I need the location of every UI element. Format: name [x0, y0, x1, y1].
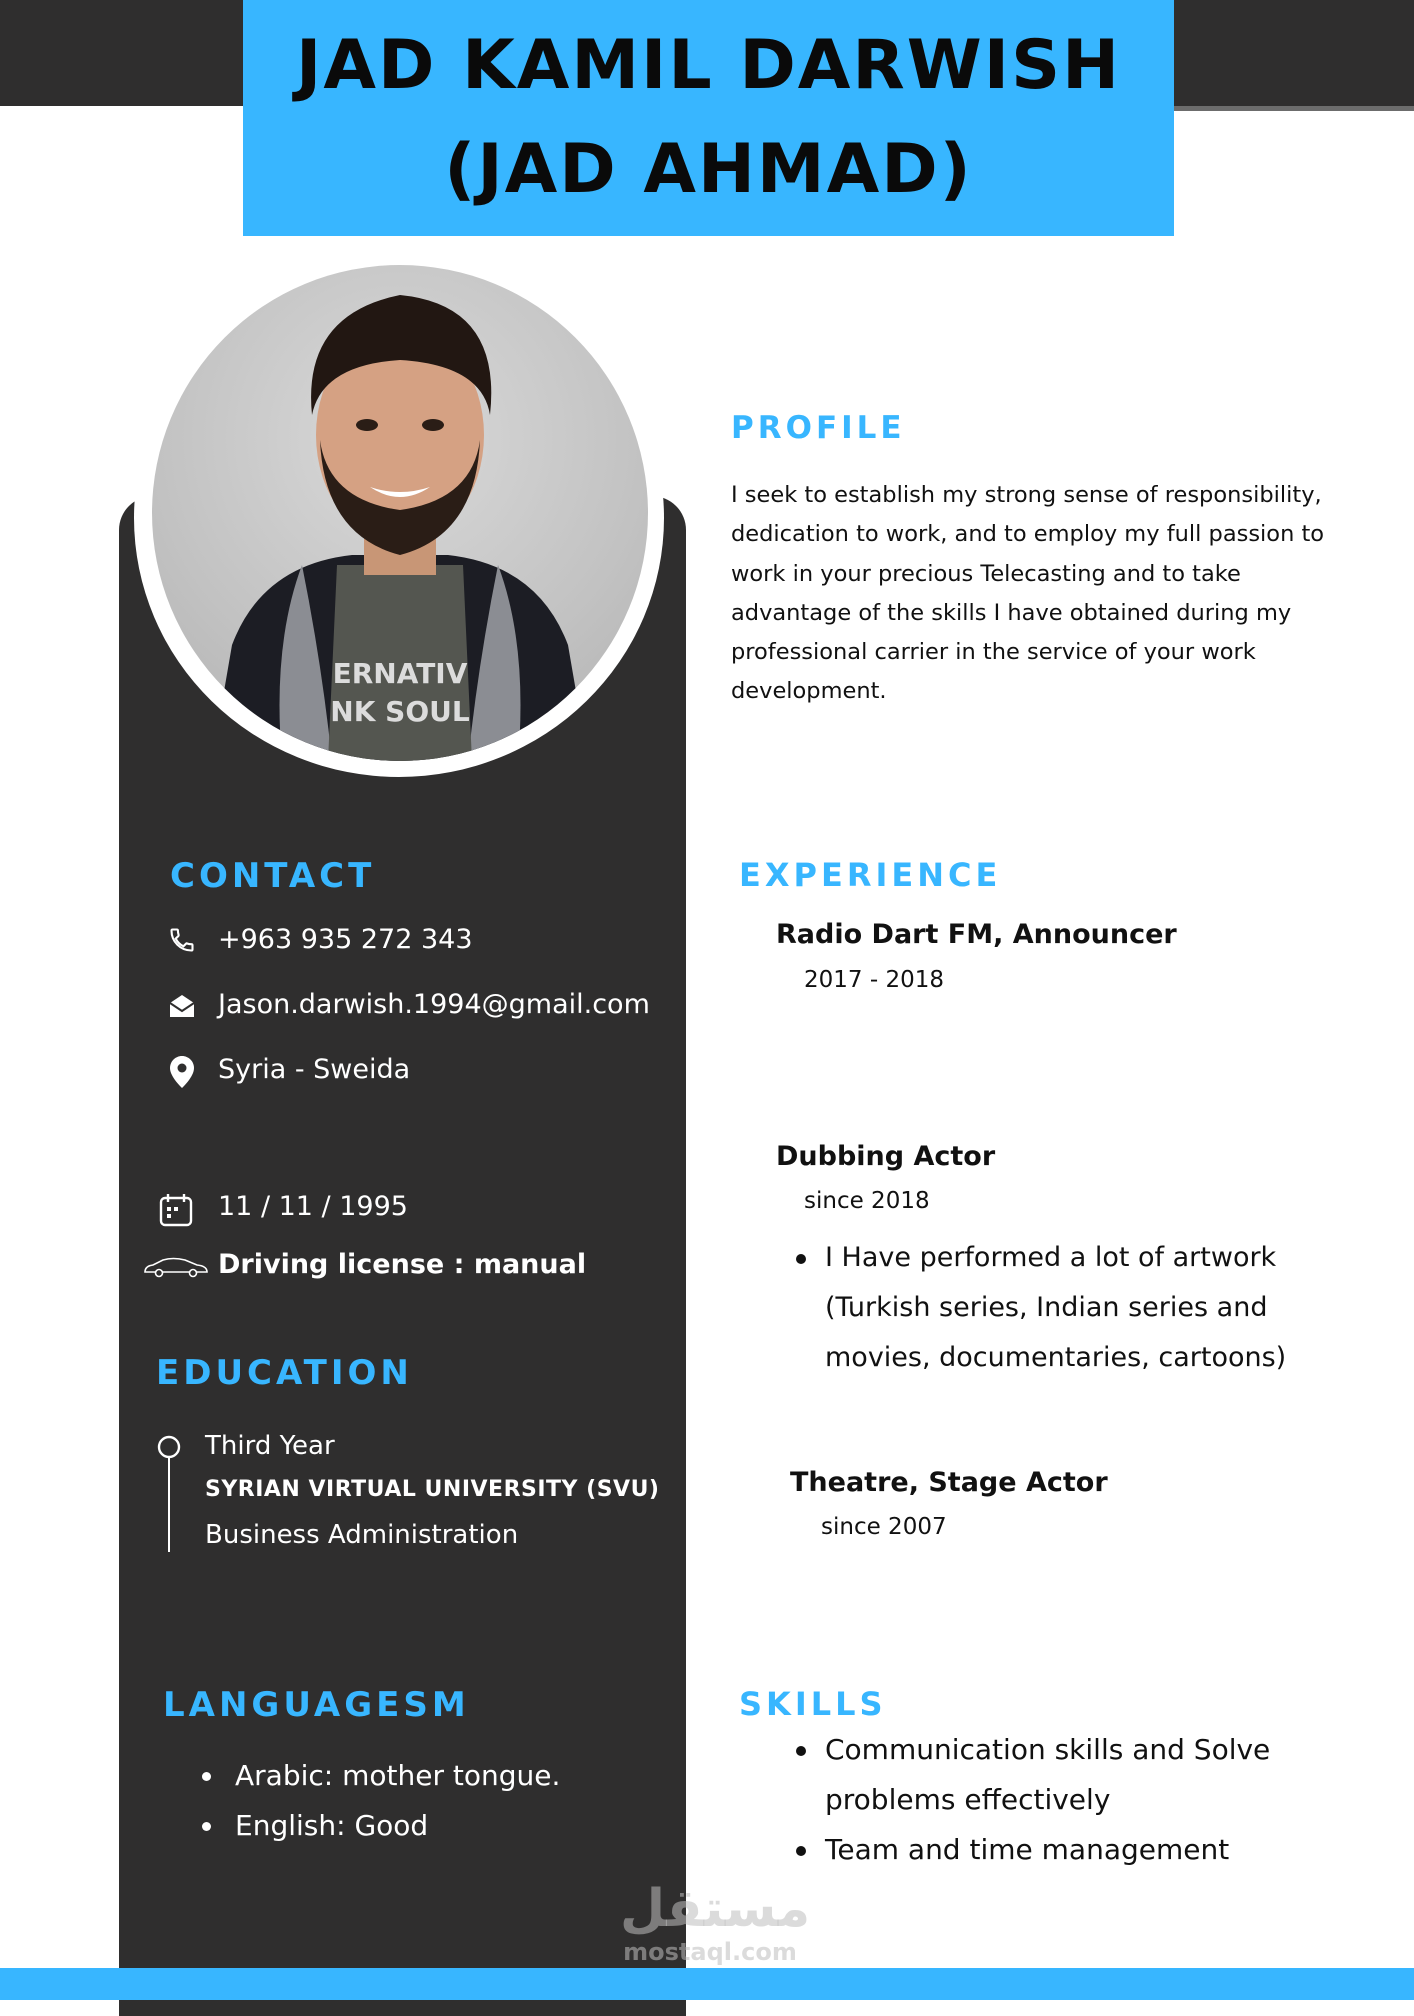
calendar-icon — [158, 1192, 194, 1232]
watermark-latin: mostaql.com — [623, 1938, 797, 1966]
experience-role-2: Dubbing Actor — [776, 1141, 996, 1172]
envelope-icon — [168, 993, 196, 1023]
experience-role-1: Radio Dart FM, Announcer — [776, 919, 1177, 950]
timeline-dot-icon — [156, 1434, 182, 1558]
experience-bullet: I Have performed a lot of artwork (Turkish series, Indian series and movies, documentaries, cartoons) — [796, 1233, 1286, 1383]
location-pin-icon — [170, 1056, 194, 1092]
education-major: Business Administration — [205, 1520, 519, 1550]
name-banner — [243, 0, 1174, 236]
name-line-1: JAD KAMIL DARWISH — [296, 26, 1121, 105]
profile-heading: PROFILE — [731, 410, 906, 446]
skills-list — [796, 1725, 1270, 1875]
education-year: Third Year — [205, 1431, 335, 1461]
experience-heading: EXPERIENCE — [739, 856, 1002, 894]
education-university: SYRIAN VIRTUAL UNIVERSITY (SVU) — [205, 1477, 660, 1502]
shirt-text-2: NK SOUL — [330, 695, 470, 728]
experience-period-1: 2017 - 2018 — [804, 967, 944, 993]
watermark-arabic: مستقل — [620, 1879, 811, 1939]
phone-icon — [168, 926, 196, 958]
skills-heading: SKILLS — [739, 1685, 887, 1723]
contact-phone: +963 935 272 343 — [218, 924, 473, 955]
profile-text: I seek to establish my strong sense of responsibility, dedication to work, and to employ my full passion to work in your precious Telecasting and to take advantage of the skills I have obtained during my professional carrier in the service of your work development. — [731, 482, 1325, 705]
name-line-2: (JAD AHMAD) — [444, 130, 973, 209]
experience-period-2: since 2018 — [804, 1188, 930, 1214]
contact-license: Driving license : manual — [218, 1249, 587, 1280]
education-heading: EDUCATION — [156, 1353, 413, 1393]
language-item: Arabic: mother tongue. — [205, 1751, 560, 1801]
watermark — [620, 1879, 811, 1966]
languages-heading: LANGUAGESM — [163, 1685, 470, 1725]
language-item: English: Good — [205, 1801, 560, 1851]
skill-item: Communication skills and Solve problems effectively — [796, 1725, 1270, 1825]
shirt-text-1: ERNATIV — [332, 657, 468, 690]
contact-heading: CONTACT — [170, 856, 376, 896]
top-accent-line — [1174, 106, 1414, 111]
contact-email: Jason.darwish.1994@gmail.com — [218, 989, 650, 1020]
profile-photo — [152, 265, 648, 761]
languages-list — [205, 1751, 560, 1851]
contact-birthdate: 11 / 11 / 1995 — [218, 1191, 408, 1222]
experience-role-3: Theatre, Stage Actor — [790, 1467, 1108, 1498]
bottom-accent-bar — [0, 1968, 1414, 2000]
experience-period-3: since 2007 — [821, 1514, 947, 1540]
car-icon — [143, 1256, 209, 1282]
skill-item: Team and time management — [796, 1825, 1270, 1875]
contact-location: Syria - Sweida — [218, 1054, 411, 1085]
